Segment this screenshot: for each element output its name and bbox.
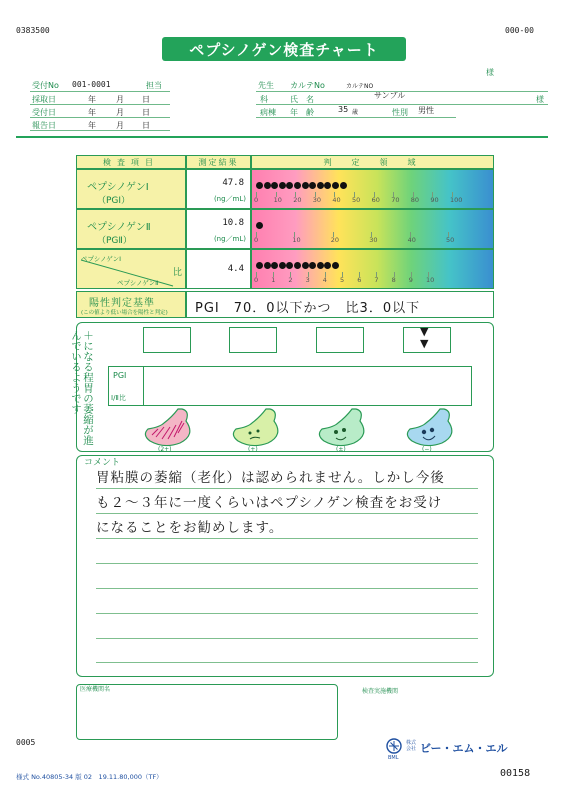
ratio-bottom-label: ペプシノゲンⅡ — [117, 279, 159, 287]
pg1-value: 47.8 — [222, 178, 244, 188]
pgi-label: PGI — [113, 371, 127, 380]
comment-rule — [96, 538, 478, 539]
marker-bottom: ▼ — [420, 337, 429, 350]
result-dot — [340, 182, 347, 189]
sex-label: 性別 — [392, 108, 408, 117]
comment-rule — [96, 638, 478, 639]
form-number: 様式 No.40805-34 版 02 19.11.80,000（TF） — [16, 773, 163, 781]
pg2-sub: （PGⅡ） — [97, 236, 132, 246]
pg1-unit: (ng／mL) — [213, 195, 246, 203]
header-area: 判 定 領 域 — [251, 155, 494, 169]
scale-tick-label: 10 — [426, 276, 435, 284]
rule-karte — [256, 91, 548, 92]
criteria-text-cell — [186, 291, 494, 318]
pg1-scale — [251, 169, 494, 209]
scale-tick-label: 8 — [391, 276, 396, 284]
result-dot — [279, 262, 286, 269]
scale-tick-label: 9 — [408, 276, 413, 284]
stomach-plus-icon — [226, 405, 286, 449]
row-pg2-result — [186, 209, 251, 249]
grade-box-pm — [316, 327, 364, 353]
age-label: 年 齢 — [290, 108, 314, 117]
criteria-label: 陽性判定基準 — [89, 298, 155, 309]
scale-tick-label: 90 — [430, 196, 439, 204]
comment-line-2: も２〜３年に一度くらいはペプシノゲン検査をお受け — [96, 495, 443, 511]
bml-small: BML — [388, 755, 399, 761]
sama-top: 様 — [486, 68, 494, 77]
ratio-top-label: ペプシノゲンⅠ — [81, 255, 122, 263]
result-dot — [271, 182, 278, 189]
pg2-unit: (ng／mL) — [213, 235, 246, 243]
row-pg1-label — [76, 169, 186, 209]
accept-day: 日 — [142, 108, 150, 117]
accept-date-label: 受付日 — [32, 108, 56, 117]
patient-name: サンプル — [374, 91, 406, 100]
rule-age — [256, 117, 456, 118]
collect-month: 月 — [116, 95, 124, 104]
ratio-scale — [251, 249, 494, 289]
result-dot — [324, 262, 331, 269]
clinic-box — [76, 684, 338, 740]
header-item: 検査項目 — [76, 155, 186, 169]
result-dot — [309, 262, 316, 269]
result-dot — [317, 262, 324, 269]
result-dot — [256, 182, 263, 189]
scale-tick-label: 10 — [292, 236, 301, 244]
age-unit: 歳 — [352, 109, 359, 116]
comment-rule — [96, 563, 478, 564]
sama-name: 様 — [536, 95, 544, 104]
result-dot — [302, 262, 309, 269]
scale-tick-label: 80 — [410, 196, 420, 204]
grade-label-2plus: (2+) — [158, 446, 172, 453]
pg1-sub: （PGⅠ） — [97, 196, 131, 206]
stomach-pm-icon — [312, 405, 372, 449]
row-pg2-label — [76, 209, 186, 249]
scale-tick-label: 40 — [407, 236, 416, 244]
lab-label: 検査実施機関 — [362, 688, 399, 695]
result-dot — [286, 262, 293, 269]
bml-logo-icon — [386, 738, 402, 754]
comment-rule — [96, 513, 478, 514]
scale-tick-label: 20 — [330, 236, 340, 244]
scale-tick-label: 7 — [374, 276, 379, 284]
scale-tick-label: 0 — [254, 276, 259, 284]
comment-rule — [96, 662, 478, 663]
result-dot — [256, 222, 263, 229]
pg2-value: 10.8 — [222, 218, 244, 228]
rule-receipt — [30, 91, 170, 92]
clinic-label: 医療機関名 — [80, 686, 111, 693]
grade-label-minus: (−) — [422, 446, 432, 453]
pg2-name: ペプシノゲンⅡ — [87, 222, 151, 233]
criteria-sub: (この値より低い場合を陽性と判定) — [81, 310, 168, 316]
sensei-label: 先生 — [258, 81, 274, 90]
footer-code: 0005 — [16, 738, 36, 747]
grade-label-pm: (±) — [336, 446, 346, 453]
result-dot — [324, 182, 331, 189]
ratio-label: Ⅰ/Ⅱ比 — [111, 394, 126, 402]
row-ratio-label — [76, 249, 186, 289]
comment-rule — [96, 488, 478, 489]
marker-top: ▼ — [420, 325, 429, 338]
scale-tick-label: 70 — [391, 196, 400, 204]
report-year: 年 — [88, 121, 96, 130]
grade-box-plus — [229, 327, 277, 353]
scale-tick-label: 6 — [357, 276, 362, 284]
comment-line-1: 胃粘膜の萎縮（老化）は認められません。しかし今後 — [96, 470, 445, 486]
stomach-minus-icon — [400, 405, 460, 449]
collect-day: 日 — [142, 95, 150, 104]
scale-tick-label: 20 — [293, 196, 302, 204]
company-name: ビー・エム・エル — [420, 742, 508, 755]
scale-tick-label: 3 — [305, 276, 310, 284]
receipt-no-label: 受付No — [32, 81, 59, 90]
scale-tick-label: 0 — [254, 236, 259, 244]
scale-tick-label: 40 — [332, 196, 341, 204]
scale-tick-label: 10 — [273, 196, 282, 204]
age-value: 35 — [338, 105, 349, 114]
sex-value: 男性 — [418, 106, 434, 115]
collect-date-label: 採取日 — [32, 95, 56, 104]
tanto-label: 担当 — [146, 81, 162, 90]
stomach-2plus-icon — [138, 405, 198, 449]
header-result: 測定結果 — [186, 155, 251, 169]
accept-year: 年 — [88, 108, 96, 117]
scale-tick-label: 30 — [312, 196, 322, 204]
collect-year: 年 — [88, 95, 96, 104]
page-title: ペプシノゲン検査チャート — [162, 37, 406, 61]
rule-collect — [30, 104, 170, 105]
result-dot — [279, 182, 286, 189]
scale-tick-label: 1 — [271, 276, 276, 284]
scale-tick-label: 2 — [288, 276, 293, 284]
serial-number: 00158 — [500, 768, 531, 779]
comment-rule — [96, 588, 478, 589]
result-dot — [294, 262, 301, 269]
report-month: 月 — [116, 121, 124, 130]
header-separator — [16, 136, 548, 138]
rule-name — [256, 104, 548, 105]
criteria-label-cell — [76, 291, 186, 318]
company-prefix: 株式会社 — [406, 740, 417, 752]
scale-tick-label: 50 — [352, 196, 361, 204]
karte-label: カルテNo — [290, 81, 325, 90]
scale-tick-label: 100 — [450, 196, 463, 204]
result-dot — [294, 182, 301, 189]
pgi-ratio-box — [108, 366, 472, 406]
atrophy-side-text: ＋になる程胃の萎縮が進んでいるようです — [70, 330, 94, 446]
ward-label: 病棟 — [260, 108, 276, 117]
receipt-no: 001-0001 — [72, 80, 111, 89]
comment-rule — [96, 613, 478, 614]
row-pg1-result — [186, 169, 251, 209]
result-dot — [256, 262, 263, 269]
grade-box-2plus — [143, 327, 191, 353]
result-dot — [264, 262, 271, 269]
scale-tick-label: 50 — [446, 236, 455, 244]
report-date-label: 報告日 — [32, 121, 56, 130]
row-ratio-result — [186, 249, 251, 289]
comment-label: コメント — [84, 458, 121, 468]
pg1-name: ペプシノゲンⅠ — [87, 182, 149, 193]
grade-box-minus — [403, 327, 451, 353]
result-dot — [332, 182, 339, 189]
doc-id-left: 0383500 — [16, 26, 50, 35]
ratio-hi: 比 — [173, 268, 183, 278]
pg2-scale — [251, 209, 494, 249]
result-dot — [264, 182, 271, 189]
comment-line-3: になることをお勧めします。 — [96, 520, 284, 536]
scale-tick-label: 5 — [340, 276, 345, 284]
ratio-value: 4.4 — [227, 264, 244, 274]
rule-report — [30, 130, 170, 131]
ka-label: 科 — [260, 95, 268, 104]
result-dot — [332, 262, 339, 269]
doc-id-right: 000-00 — [505, 26, 534, 35]
result-dot — [271, 262, 278, 269]
criteria-text: PGI 70．0以下かつ 比3．0以下 — [195, 301, 421, 316]
comment-text — [96, 466, 496, 541]
shimei-label: 氏 名 — [290, 95, 314, 104]
karte-label-printed: カルテNO — [346, 83, 374, 90]
rule-accept — [30, 117, 170, 118]
scale-tick-label: 4 — [322, 276, 327, 284]
scale-tick-label: 60 — [371, 196, 380, 204]
report-day: 日 — [142, 121, 150, 130]
scale-tick-label: 0 — [254, 196, 259, 204]
result-dot — [309, 182, 316, 189]
result-dot — [286, 182, 293, 189]
scale-tick-label: 30 — [369, 236, 378, 244]
accept-month: 月 — [116, 108, 124, 117]
grade-label-plus: (+) — [248, 446, 258, 453]
result-dot — [302, 182, 309, 189]
result-dot — [317, 182, 324, 189]
